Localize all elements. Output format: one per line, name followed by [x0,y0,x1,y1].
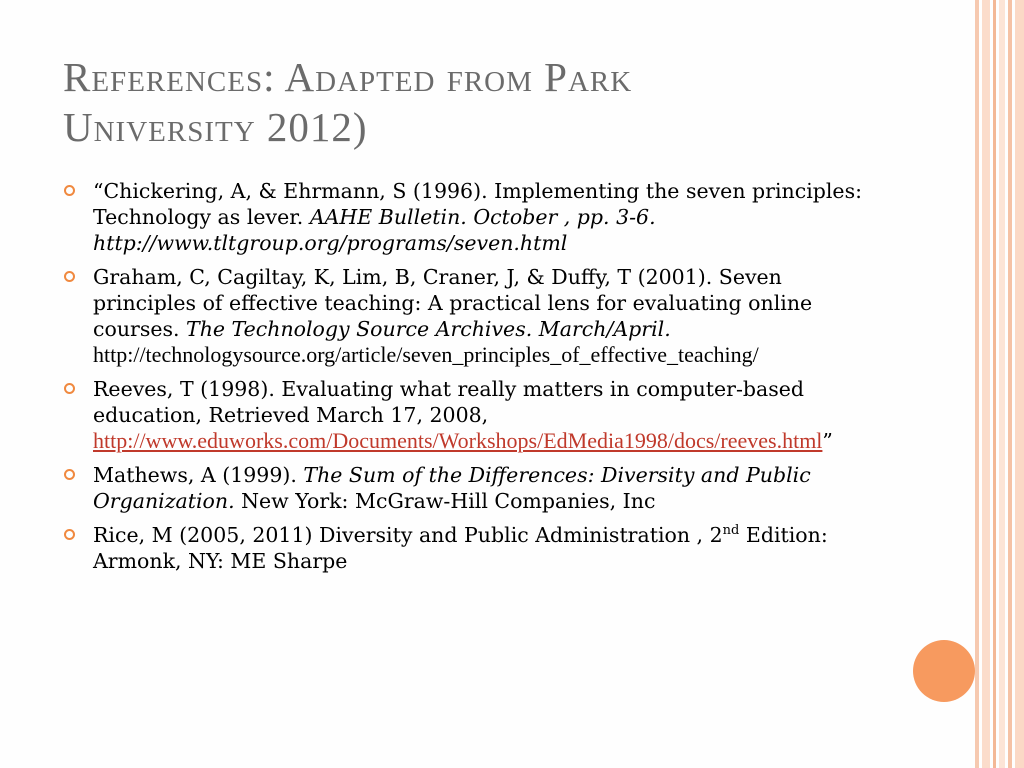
reference-link[interactable]: http://www.eduworks.com/Documents/Workshops/EdMedia1998/docs/reeves.html [93,428,823,453]
reference-superscript: nd [722,523,740,539]
slide-title-line-2: University 2012) [63,104,368,150]
circle-bullet-icon [64,383,75,394]
decorative-stripe [1015,0,1024,768]
reference-item-graham [63,264,883,368]
reference-italic: AAHE Bulletin. October , pp. 3-6. http://www.tltgroup.org/programs/seven.html [93,205,656,255]
reference-italic: The Sum of the Differences: Diversity and Public Organization. [93,463,811,513]
decorative-circle [913,640,975,702]
circle-bullet-icon [64,185,75,196]
reference-suffix: New York: McGraw-Hill Companies, Inc [234,489,656,513]
reference-text: Graham, C, Cagiltay, K, Lim, B, Craner, J, & Duffy, T (2001). Seven principles of effective teaching: A practical lens for evaluating online courses. [93,265,813,341]
reference-item-chickering [63,178,883,256]
circle-bullet-icon [64,469,75,480]
decorative-stripe [993,0,996,768]
slide-title [63,52,923,152]
circle-bullet-icon [64,529,75,540]
reference-text: Mathews, A (1999). [93,463,304,487]
circle-bullet-icon [64,271,75,282]
reference-text: Reeves, T (1998). Evaluating what really matters in computer-based education, Retrieved March 17, 2008, [93,377,805,427]
decorative-stripe [1008,0,1012,768]
slide-title-line-1: References: Adapted from Park [63,54,633,100]
reference-url: http://technologysource.org/article/seven_principles_of_effective_teaching/ [93,342,759,367]
reference-item-reeves [63,376,883,454]
reference-italic: The Technology Source Archives. March/April. [186,317,671,341]
reference-text: Rice, M (2005, 2011) Diversity and Public Administration , 2 [93,523,723,547]
decorative-stripe [975,0,979,768]
decorative-stripe [982,0,990,768]
reference-item-mathews [63,462,883,514]
reference-suffix: ” [822,429,833,453]
reference-text: “Chickering, A, & Ehrmann, S (1996). Implementing the seven principles: Technology as lever. [93,179,862,229]
reference-list [63,178,883,582]
decorative-stripe [999,0,1005,768]
reference-suffix: Edition: Armonk, NY: ME Sharpe [93,523,828,573]
reference-item-rice [63,522,883,574]
